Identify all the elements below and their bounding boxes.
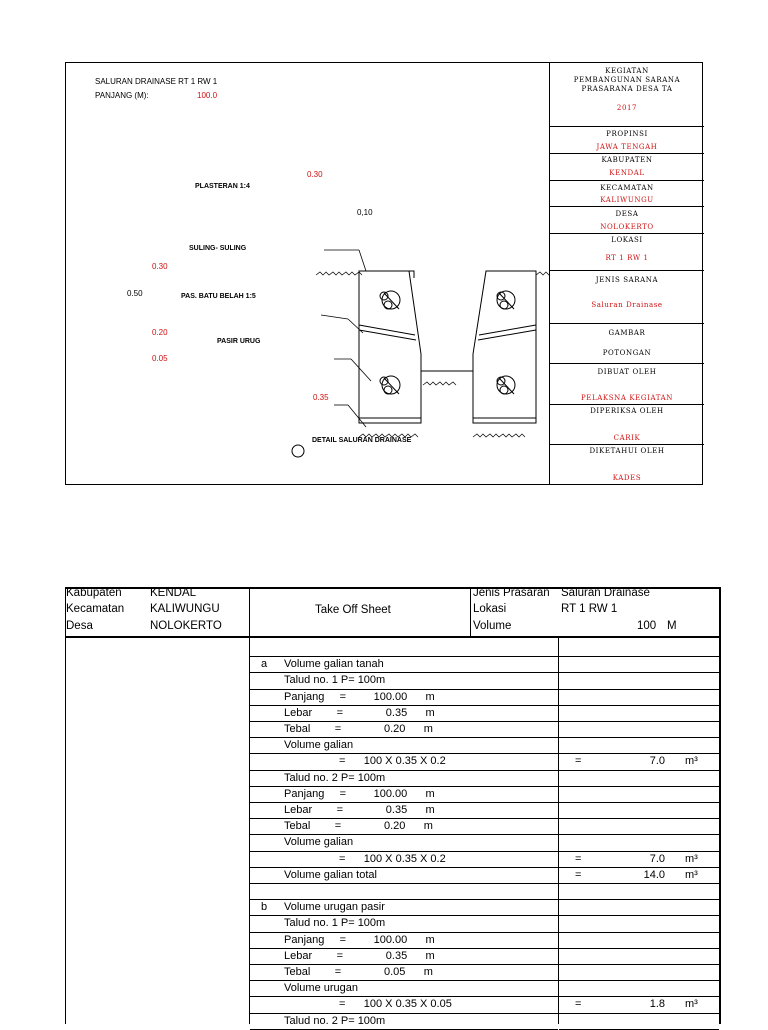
- dim-upper-height: 0.30: [152, 262, 168, 271]
- row-line: [559, 915, 719, 916]
- drawing-title: SALURAN DRAINASE RT 1 RW 1: [95, 77, 218, 86]
- row-line: [250, 786, 558, 787]
- tos-desa-label: Desa: [66, 620, 93, 632]
- left-suling-line-2: [359, 330, 416, 340]
- tos-lokasi-value: RT 1 RW 1: [561, 603, 618, 615]
- tb-dibuat-label: DIBUAT OLEH: [597, 368, 657, 376]
- tb-desa-value: NOLOKERTO: [600, 223, 654, 231]
- label-batu: PAS. BATU BELAH 1:5: [181, 293, 256, 300]
- row-line: [250, 770, 558, 771]
- tos-col-divider-3: [558, 638, 559, 1024]
- tos-border-left: [65, 587, 66, 1024]
- row-line: [250, 964, 558, 965]
- row-description: Volume urugan pasir: [284, 901, 385, 914]
- row-equals: =: [575, 998, 582, 1011]
- tb-diketahui-value: KADES: [612, 474, 642, 482]
- right-suling-line-2: [478, 330, 536, 340]
- row-line: [250, 899, 558, 900]
- row-line: [559, 964, 719, 965]
- row-line: [250, 737, 558, 738]
- tb-kegiatan-line2: PRASARANA DESA TA: [581, 85, 673, 93]
- row-description: = 100 X 0.35 X 0.2: [284, 755, 446, 768]
- dim-base-width: 0.35: [313, 393, 329, 402]
- tb-diperiksa-value: CARIK: [613, 434, 641, 442]
- row-description: Tebal = 0.20 m: [284, 820, 433, 833]
- tb-lokasi-value: RT 1 RW 1: [605, 254, 649, 262]
- tb-diketahui-label: DIKETAHUI OLEH: [589, 447, 665, 455]
- row-line: [559, 802, 719, 803]
- tb-gambar-value: POTONGAN: [602, 349, 652, 357]
- row-equals: =: [575, 755, 582, 768]
- row-line: [559, 899, 719, 900]
- tos-kab-label: Kabupaten: [66, 587, 122, 599]
- tb-propinsi-label: PROPINSI: [606, 130, 648, 138]
- tos-volume-label: Volume: [473, 620, 512, 632]
- row-line: [250, 867, 558, 868]
- row-line: [559, 851, 719, 852]
- row-description: Talud no. 1 P= 100m: [284, 917, 386, 930]
- tb-divider: [550, 180, 704, 181]
- left-suling-line-1: [359, 325, 415, 335]
- row-line: [250, 705, 558, 706]
- right-suling-line-1: [479, 325, 536, 335]
- row-value: 14.0: [643, 868, 665, 881]
- tb-propinsi-value: JAWA TENGAH: [596, 143, 658, 151]
- label-plasteran: PLASTERAN 1:4: [195, 183, 250, 190]
- row-line: [559, 737, 719, 738]
- row-line: [250, 980, 558, 981]
- row-description: Volume urugan: [284, 982, 358, 995]
- row-description: = 100 X 0.35 X 0.2: [284, 852, 446, 865]
- row-equals: =: [575, 852, 582, 865]
- tb-divider: [550, 363, 704, 364]
- row-line: [559, 932, 719, 933]
- row-line: [559, 948, 719, 949]
- tb-lokasi-label: LOKASI: [611, 236, 643, 244]
- tb-jenis-value: Saluran Drainase: [591, 301, 663, 309]
- detail-marker-circle: [292, 445, 304, 457]
- tb-gambar-label: GAMBAR: [608, 329, 646, 337]
- row-description: Lebar = 0.35 m: [284, 949, 435, 962]
- row-description: Lebar = 0.35 m: [284, 804, 435, 816]
- row-line: [559, 689, 719, 690]
- length-value: 100.0: [197, 91, 218, 100]
- title-block: [549, 63, 704, 484]
- row-line: [250, 948, 558, 949]
- dim-lower-height: 0.20: [152, 328, 168, 337]
- tb-divider: [550, 153, 704, 154]
- row-line: [559, 770, 719, 771]
- row-line: [559, 721, 719, 722]
- tos-col-divider-1: [249, 587, 250, 1024]
- row-unit: m³: [685, 852, 698, 865]
- tb-kabupaten-label: KABUPATEN: [601, 156, 653, 164]
- row-line: [250, 672, 558, 673]
- tb-dibuat-value: PELAKSNA KEGIATAN: [581, 394, 673, 402]
- tos-desa-value: NOLOKERTO: [150, 620, 222, 632]
- row-line: [559, 980, 719, 981]
- row-line: [250, 915, 558, 916]
- label-detail: DETAIL SALURAN DRAINASE: [312, 437, 412, 444]
- row-line: [559, 656, 719, 657]
- tb-divider: [550, 323, 704, 324]
- row-unit: m³: [685, 998, 698, 1011]
- row-description: Talud no. 2 P= 100m: [284, 771, 386, 784]
- tb-divider: [550, 444, 704, 445]
- stone-symbols: [380, 291, 515, 394]
- tos-title: Take Off Sheet: [315, 604, 391, 616]
- row-description: Tebal = 0.05 m: [284, 966, 433, 978]
- row-value: 7.0: [649, 852, 665, 865]
- row-description: Volume galian total: [284, 868, 377, 881]
- tos-kec-value: KALIWUNGU: [150, 603, 220, 615]
- row-description: Panjang = 100.00 m: [284, 690, 435, 703]
- row-description: Talud no. 2 P= 100m: [284, 1014, 386, 1027]
- tos-border-right: [719, 587, 721, 1024]
- row-description: Volume galian: [284, 836, 354, 849]
- tb-divider: [550, 270, 704, 271]
- tb-divider: [550, 404, 704, 405]
- drawing-sheet: [65, 62, 703, 485]
- row-unit: m³: [685, 868, 698, 881]
- tos-jenis-value: Saluran Drainase: [561, 587, 650, 599]
- row-description: Panjang = 100.00 m: [284, 933, 435, 946]
- row-unit: m³: [685, 755, 698, 768]
- row-line: [250, 802, 558, 803]
- tb-kecamatan-label: KECAMATAN: [600, 184, 654, 192]
- dim-total-height: 0.50: [127, 289, 143, 298]
- row-line: [250, 834, 558, 835]
- label-suling: SULING- SULING: [189, 245, 247, 252]
- row-description: Lebar = 0.35 m: [284, 706, 435, 719]
- row-line: [250, 932, 558, 933]
- row-line: [250, 656, 558, 657]
- drainage-cross-section-drawing: [66, 63, 549, 484]
- row-description: Talud no. 1 P= 100m: [284, 674, 386, 687]
- row-line: [559, 996, 719, 997]
- row-value: 7.0: [649, 755, 665, 768]
- row-line: [250, 883, 558, 884]
- tb-diperiksa-label: DIPERIKSA OLEH: [590, 407, 664, 415]
- tos-lokasi-label: Lokasi: [473, 603, 507, 615]
- tos-jenis-label: Jenis Prasaran: [473, 587, 550, 599]
- tb-kabupaten-value: KENDAL: [609, 169, 645, 177]
- row-line: [559, 705, 719, 706]
- row-line: [559, 753, 719, 754]
- row-letter: b: [261, 901, 268, 914]
- row-line: [559, 818, 719, 819]
- dim-top-width: 0.30: [307, 170, 323, 179]
- tos-volume-value: 100: [637, 620, 657, 632]
- row-line: [250, 996, 558, 997]
- label-top-gap: 0,10: [357, 208, 373, 217]
- row-line: [250, 753, 558, 754]
- row-value: 1.8: [649, 998, 665, 1011]
- label-pasir: PASIR URUG: [217, 338, 261, 345]
- tos-kab-value: KENDAL: [150, 587, 197, 599]
- row-line: [559, 786, 719, 787]
- row-description: = 100 X 0.35 X 0.05: [284, 998, 452, 1011]
- row-description: Volume galian tanah: [284, 658, 384, 671]
- tos-col-divider-2: [470, 587, 471, 637]
- tos-volume-unit: M: [667, 620, 677, 632]
- tos-kec-label: Kecamatan: [66, 603, 125, 615]
- row-line: [250, 1013, 558, 1014]
- tb-year: 2017: [616, 104, 638, 112]
- tos-header-bottom: [65, 636, 721, 638]
- row-line: [250, 721, 558, 722]
- tb-divider: [550, 233, 704, 234]
- tb-kecamatan-value: KALIWUNGU: [600, 196, 654, 204]
- row-line: [559, 1013, 719, 1014]
- tb-desa-label: DESA: [615, 210, 639, 218]
- row-line: [250, 818, 558, 819]
- take-off-sheet: [65, 587, 721, 1027]
- dim-sand-height: 0.05: [152, 354, 168, 363]
- left-wall: [359, 271, 421, 423]
- row-line: [559, 867, 719, 868]
- row-line: [559, 672, 719, 673]
- row-description: Tebal = 0.20 m: [284, 723, 433, 735]
- tb-divider: [550, 206, 704, 207]
- row-line: [559, 834, 719, 835]
- row-line: [250, 689, 558, 690]
- length-label: PANJANG (M):: [95, 91, 149, 100]
- tb-divider: [550, 126, 704, 127]
- row-description: Panjang = 100.00 m: [284, 787, 435, 800]
- row-equals: =: [575, 868, 582, 881]
- tb-kegiatan-label: KEGIATAN: [605, 67, 649, 75]
- tb-kegiatan-line1: PEMBANGUNAN SARANA: [573, 76, 681, 84]
- row-line: [559, 883, 719, 884]
- row-description: Volume galian: [284, 739, 354, 752]
- row-line: [250, 851, 558, 852]
- row-letter: a: [261, 658, 268, 671]
- tb-jenis-label: JENIS SARANA: [595, 276, 659, 284]
